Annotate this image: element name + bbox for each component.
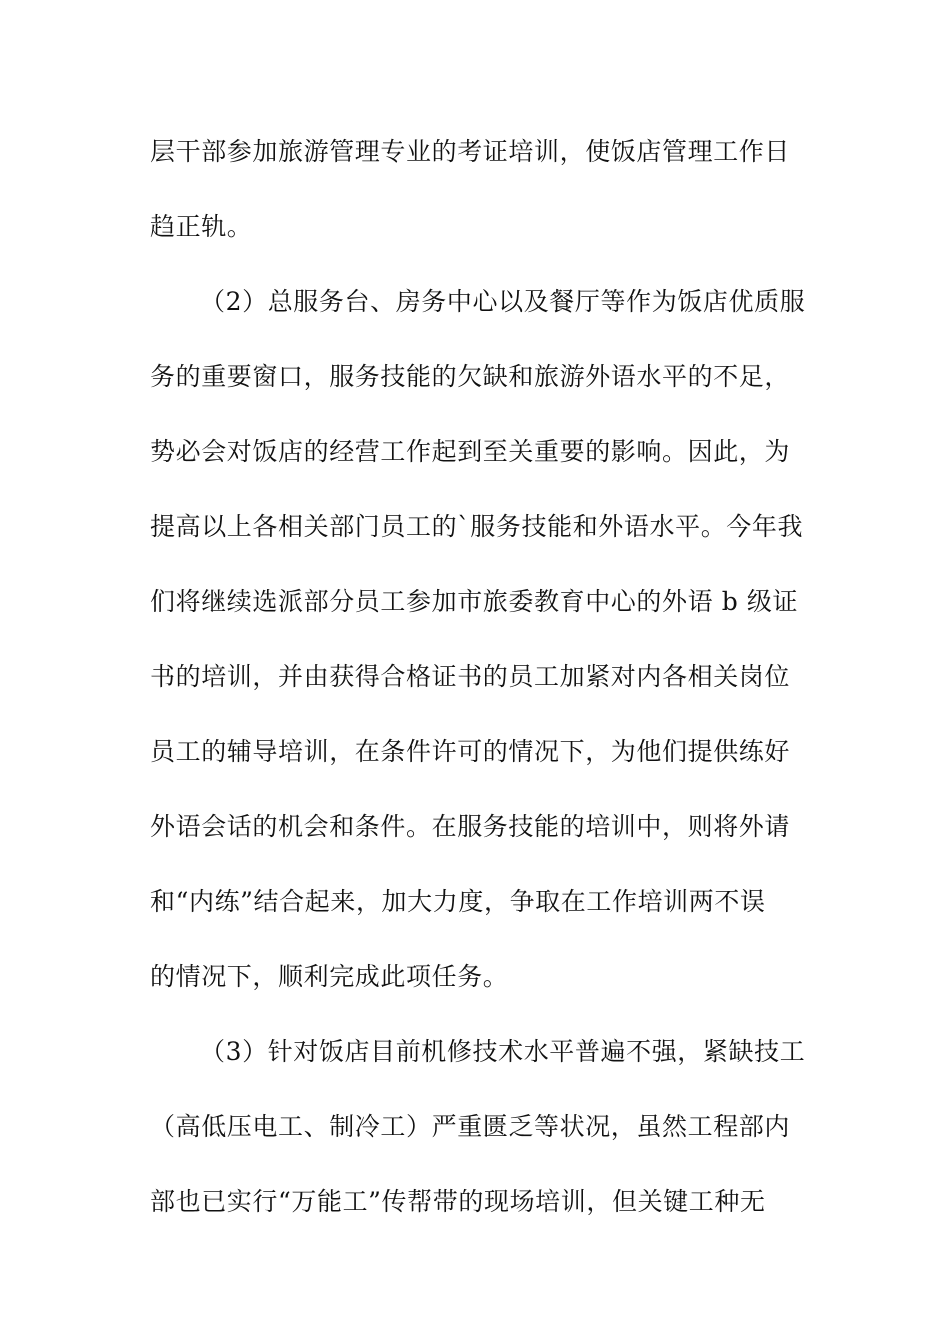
text-line: 势必会对饭店的经营工作起到至关重要的影响。因此，为	[150, 437, 791, 466]
text-line: 提高以上各相关部门员工的`服务技能和外语水平。今年我	[150, 512, 804, 541]
paragraph-start-line: （2）总服务台、房务中心以及餐厅等作为饭店优质服	[200, 287, 806, 316]
paragraph-start-line: （3）针对饭店目前机修技术水平普遍不强，紧缺技工	[200, 1037, 806, 1066]
text-line: 务的重要窗口，服务技能的欠缺和旅游外语水平的不足，	[150, 362, 791, 391]
text-line: （高低压电工、制冷工）严重匮乏等状况，虽然工程部内	[150, 1112, 791, 1141]
text-line: 书的培训，并由获得合格证书的员工加紧对内各相关岗位	[150, 662, 791, 691]
text-line: 部也已实行“万能工”传帮带的现场培训，但关键工种无	[150, 1187, 766, 1216]
text-line: 外语会话的机会和条件。在服务技能的培训中，则将外请	[150, 812, 791, 841]
text-line: 和“内练”结合起来，加大力度，争取在工作培训两不误	[150, 887, 766, 916]
text-line: 员工的辅导培训，在条件许可的情况下，为他们提供练好	[150, 737, 791, 766]
text-line: 趋正轨。	[150, 212, 253, 241]
text-line: 们将继续选派部分员工参加市旅委教育中心的外语 b 级证	[150, 587, 799, 616]
text-line: 层干部参加旅游管理专业的考证培训，使饭店管理工作日	[150, 137, 791, 166]
text-line: 的情况下，顺利完成此项任务。	[150, 962, 509, 991]
